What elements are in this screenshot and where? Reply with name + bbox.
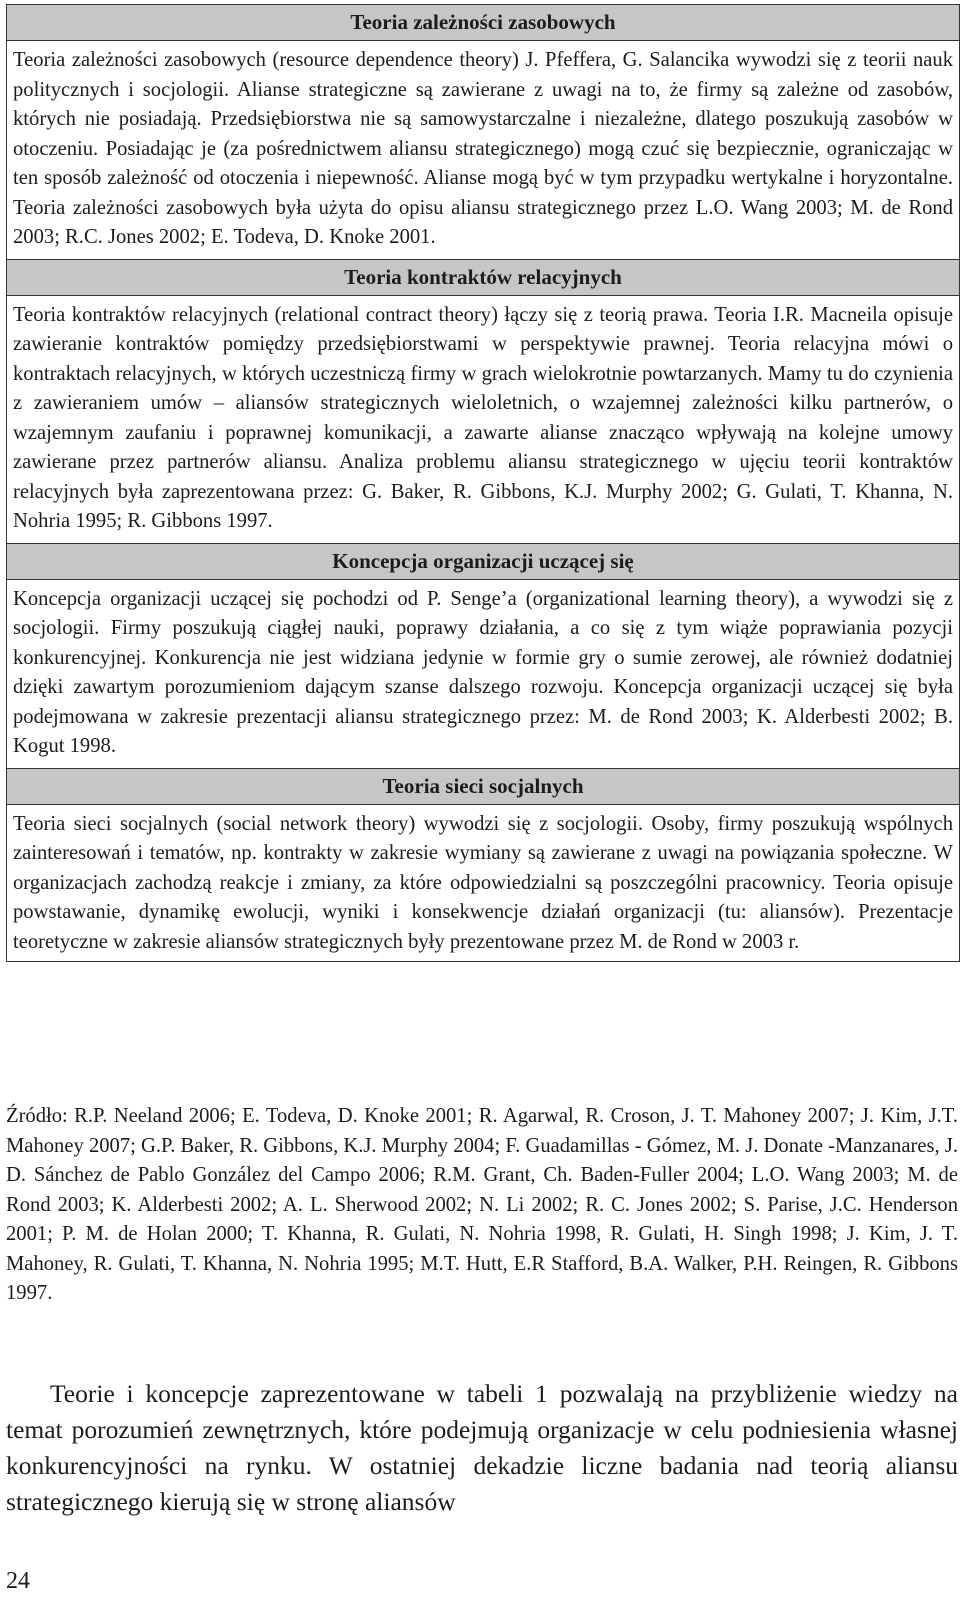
section-body-relational-contract: Teoria kontraktów relacyjnych (relational contract theory) łączy się z teorią prawa. Teoria I.R. Macneila opisuje zawieranie kontraktów pomiędzy przedsiębiorstwami w perspektywie prawnej. Teoria relacyjna mówi o kontraktach relacyjnych, w których uczestniczą firmy w grach wielokrotnie powtarzanych. Mamy tu do czynienia z zawieraniem umów – aliansów strategicznych wieloletnich, o wzajemnej zależności kilku partnerów, o wzajemnym zaufaniu i poprawnej komunikacji, a zawarte alianse znacząco wpływają na kolejne umowy zawierane przez partnerów aliansu. Analiza problemu aliansu strategicznego w ujęciu teorii kontraktów relacyjnych była zaprezentowana przez: G. Baker, R. Gibbons, K.J. Murphy 2002; G. Gulati, T. Khanna, N. Nohria 1995; R. Gibbons 1997. xyxy=(13,303,953,532)
section-heading-relational-contract: Teoria kontraktów relacyjnych xyxy=(7,259,959,296)
section-body-learning-organization: Koncepcja organizacji uczącej się pochodzi od P. Senge’a (organizational learning theory), a wywodzi się z socjologii. Firmy poszukują ciągłej nauki, poprawy działania, a co się z tym wiąże poprawiania pozycji konkurencyjnej. Konkurencja nie jest widziana jedynie w formie gry o sumie zerowej, ale również dodatniej dzięki zawartym porozumieniom dającym szanse dalszego rozwoju. Koncepcja organizacji uczącej się była podejmowana w zakresie prezentacji aliansu strategicznego przez: M. de Rond 2003; K. Alderbesti 2002; B. Kogut 1998. xyxy=(13,587,953,757)
section-body-social-network: Teoria sieci socjalnych (social network theory) wywodzi się z socjologii. Osoby, firmy poszukują wspólnych zainteresowań i tematów, np. kontrakty w zakresie wymiany są zawierane z uwagi na powiązania społeczne. W organizacjach zachodzą reakcje i zmiany, za które odpowiedzialni są poszczególni pracownicy. Teoria opisuje powstawanie, dynamikę ewolucji, wyniki i konsekwencje działań organizacji (tu: aliansów). Prezentacje teoretyczne w zakresie aliansów strategicznych były prezentowane przez M. de Rond w 2003 r. xyxy=(13,812,953,953)
section-body-resource-dependence: Teoria zależności zasobowych (resource dependence theory) J. Pfeffera, G. Salancika wywodzi się z teorii nauk politycznych i socjologii. Alianse strategiczne są zawierane z uwagi na to, że firmy są zależne od zasobów, których nie posiadają. Przedsiębiorstwa nie są samowystarczalne i niezależne, dlatego poszukują zasobów w otoczeniu. Posiadając je (za pośrednictwem aliansu strategicznego) mogą czuć się bezpiecznie, ograniczając w ten sposób zależność od otoczenia i niepewność. Alianse mogą być w tym przypadku wertykalne i horyzontalne. Teoria zależności zasobowych była użyta do opisu aliansu strategicznego przez L.O. Wang 2003; M. de Rond 2003; R.C. Jones 2002; E. Todeva, D. Knoke 2001. xyxy=(13,49,953,248)
page-number: 24 xyxy=(6,1568,30,1594)
source-note: Źródło: R.P. Neeland 2006; E. Todeva, D. Knoke 2001; R. Agarwal, R. Croson, J. T. Mahoney 2007; J. Kim, J.T. Mahoney 2007; G.P. Baker, R. Gibbons, K.J. Murphy 2004; F. Guadamillas - Gómez, M. J. Donate -Manzanares, J. D. Sánchez de Pablo González del Campo 2006; R.M. Grant, Ch. Baden-Fuller 2004; L.O. Wang 2003; M. de Rond 2003; K. Alderbesti 2002; A. L. Sherwood 2002; N. Li 2002; R. C. Jones 2002; S. Parise, J.C. Henderson 2001; P. M. de Holan 2000; T. Khanna, R. Gulati, N. Nohria 1998, R. Gulati, H. Singh 1998; J. Kim, J. T. Mahoney, R. Gulati, T. Khanna, N. Nohria 1995; M.T. Hutt, E.R Stafford, B.A. Walker, P.H. Reingen, R. Gibbons 1997. xyxy=(6,1105,958,1304)
section-heading-learning-organization: Koncepcja organizacji uczącej się xyxy=(7,543,959,580)
theories-table xyxy=(6,4,960,962)
body-paragraph: Teorie i koncepcje zaprezentowane w tabeli 1 pozwalają na przybliżenie wiedzy na temat porozumień zewnętrznych, które podejmują organizacje w celu podniesienia własnej konkurencyjności na rynku. W ostatniej dekadzie liczne badania nad teorią aliansu strategicznego kierują się w stronę aliansów xyxy=(6,1379,958,1516)
section-heading-resource-dependence: Teoria zależności zasobowych xyxy=(7,4,959,41)
section-heading-social-network: Teoria sieci socjalnych xyxy=(7,768,959,805)
